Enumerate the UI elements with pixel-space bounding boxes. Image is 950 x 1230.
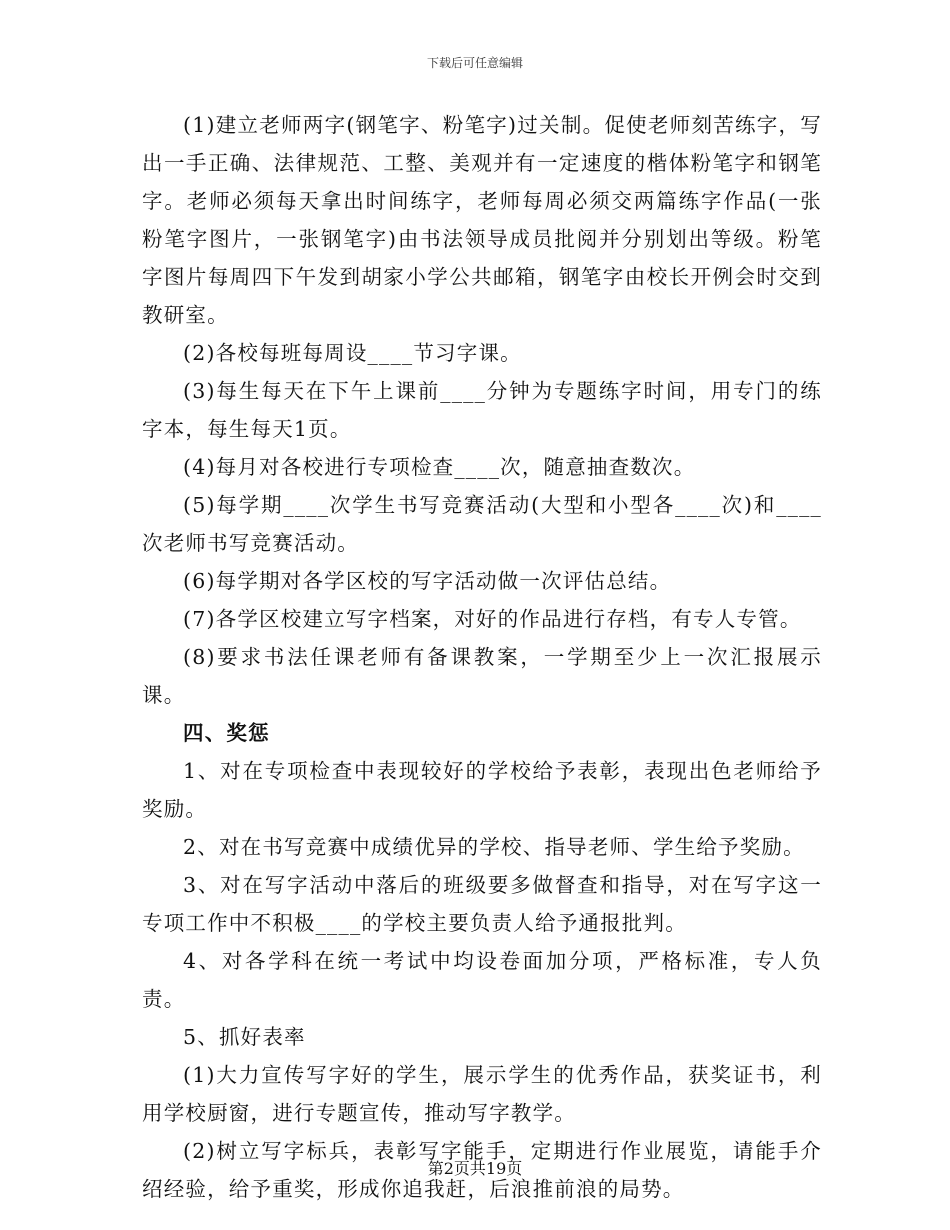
document-body [142,106,822,1208]
rewards-item-3: 3、对在写字活动中落后的班级要多做督查和指导，对在写字这一专项工作中不积极____的学校主要负责人给予通报批判。 [142,873,822,935]
rewards-item-4: 4、对各学科在统一考试中均设卷面加分项，严格标准，专人负责。 [142,949,822,1011]
page-header: 下载后可任意编辑 [426,56,523,70]
paragraph-item-7: (7)各学区校建立写字档案，对好的作品进行存档，有专人专管。 [183,607,802,631]
paragraph-item-8: (8)要求书法任课老师有备课教案，一学期至少上一次汇报展示课。 [142,645,822,707]
paragraph-item-1: (1)建立老师两字(钢笔字、粉笔字)过关制。促使老师刻苦练字，写出一手正确、法律规范、工整、美观并有一定速度的楷体粉笔字和钢笔字。老师必须每天拿出时间练字，老师每周必须交两篇练字作品(一张粉笔字图片，一张钢笔字)由书法领导成员批阅并分别划出等级。粉笔字图片每周四下午发到胡家小学公共邮箱，钢笔字由校长开例会时交到教研室。 [142,113,822,327]
section-heading-rewards: 四、奖惩 [183,721,270,745]
rewards-item-5: 5、抓好表率 [183,1025,306,1049]
paragraph-item-4: (4)每月对各校进行专项检查____次，随意抽查数次。 [183,455,696,479]
rewards-subitem-2: (2)树立写字标兵，表彰写字能手，定期进行作业展览，请能手介绍经验，给予重奖，形成你追我赶，后浪推前浪的局势。 [142,1139,822,1201]
paragraph-item-5: (5)每学期____次学生书写竞赛活动(大型和小型各____次)和____次老师书写竞赛活动。 [142,493,822,555]
paragraph-item-6: (6)每学期对各学区校的写字活动做一次评估总结。 [183,569,672,593]
page-number: 第2页共19页 [427,1159,523,1178]
rewards-item-2: 2、对在书写竞赛中成绩优异的学校、指导老师、学生给予奖励。 [183,835,805,859]
rewards-subitem-1: (1)大力宣传写字好的学生，展示学生的优秀作品，获奖证书，利用学校厨窗，进行专题宣传，推动写字教学。 [142,1063,822,1125]
rewards-item-1: 1、对在专项检查中表现较好的学校给予表彰，表现出色老师给予奖励。 [142,759,822,821]
paragraph-item-3: (3)每生每天在下午上课前____分钟为专题练字时间，用专门的练字本，每生每天1页。 [142,379,822,441]
paragraph-item-2: (2)各校每班每周设____节习字课。 [183,341,522,365]
